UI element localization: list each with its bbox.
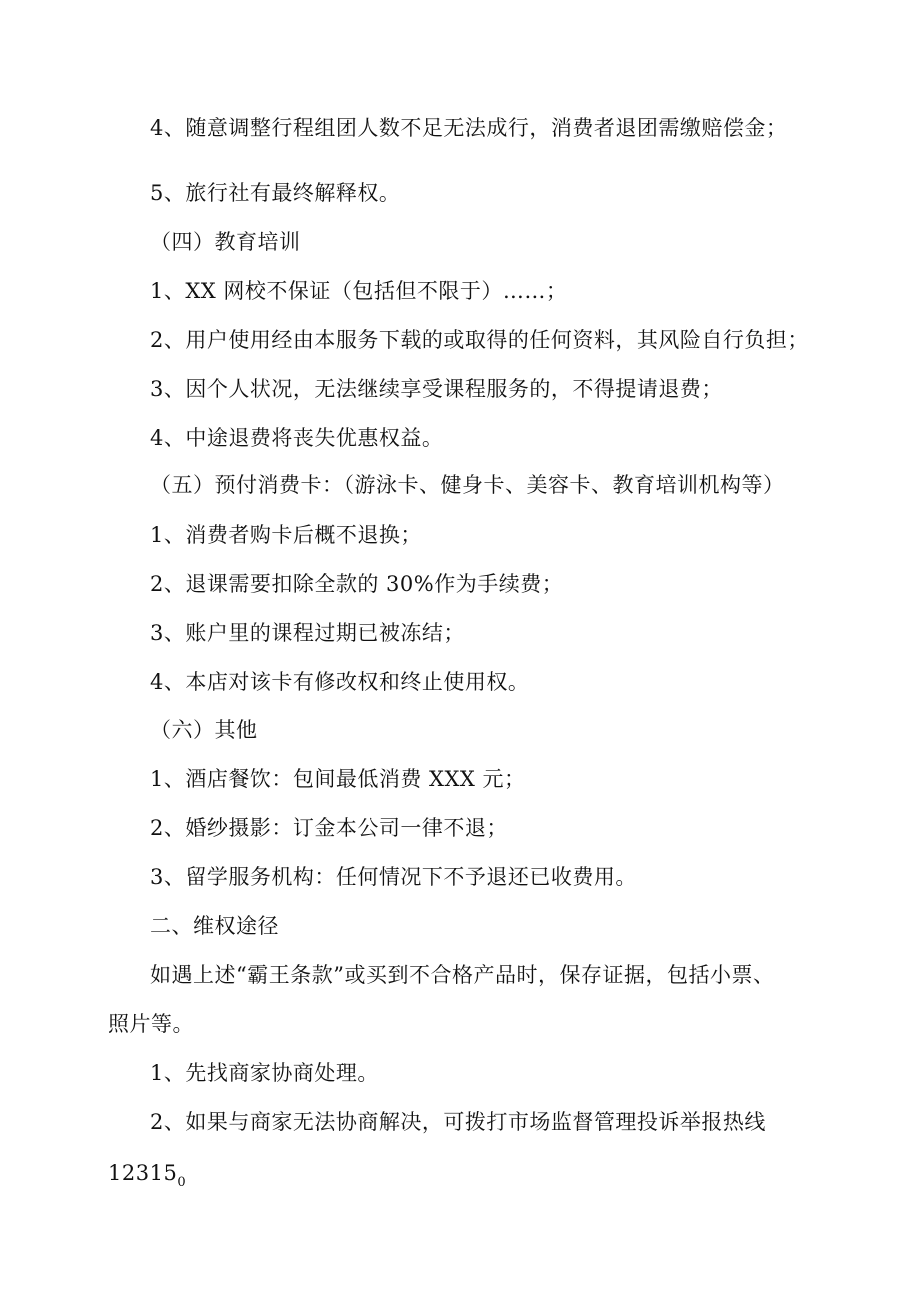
para-line-16: 3、留学服务机构：任何情况下不予退还已收费用。 [150, 865, 637, 889]
para-line-12: 4、本店对该卡有修改权和终止使用权。 [150, 670, 530, 694]
para-line-20: 1、先找商家协商处理。 [150, 1061, 379, 1085]
para-line-7: 4、中途退费将丧失优惠权益。 [150, 426, 444, 450]
para-line-22 [108, 1158, 186, 1198]
para-line-6: 3、因个人状况，无法继续享受课程服务的，不得提请退费； [150, 377, 723, 401]
section-heading-2: 二、维权途径 [150, 914, 279, 938]
para-line-19: 照片等。 [108, 1012, 194, 1036]
para-line-5: 2、用户使用经由本服务下载的或取得的任何资料，其风险自行负担； [150, 328, 809, 352]
para-line-18: 如遇上述“霸王条款”或买到不合格产品时，保存证据，包括小票、 [150, 963, 775, 987]
section-heading-5: （五）预付消费卡：（游泳卡、健身卡、美容卡、教育培训机构等） [150, 473, 785, 497]
para-line-4: 1、XX 网校不保证（包括但不限于）……； [150, 279, 568, 303]
para-line-11: 3、账户里的课程过期已被冻结； [150, 621, 465, 645]
para-line-21: 2、如果与商家无法协商解决，可拨打市场监督管理投诉举报热线 [150, 1110, 766, 1134]
hotline-subscript: 0 [177, 1175, 187, 1190]
hotline-number: 12315 [108, 1161, 178, 1185]
para-line-10: 2、退课需要扣除全款的 30%作为手续费； [150, 572, 564, 596]
para-line-1: 4、随意调整行程组团人数不足无法成行，消费者退团需缴赔偿金； [150, 116, 788, 140]
section-heading-6: （六）其他 [150, 718, 258, 742]
para-line-14: 1、酒店餐饮：包间最低消费 XXX 元； [150, 767, 526, 791]
para-line-2: 5、旅行社有最终解释权。 [150, 181, 401, 205]
section-heading-4: （四）教育培训 [150, 230, 301, 254]
para-line-9: 1、消费者购卡后概不退换； [150, 523, 422, 547]
para-line-15: 2、婚纱摄影：订金本公司一律不退； [150, 816, 508, 840]
